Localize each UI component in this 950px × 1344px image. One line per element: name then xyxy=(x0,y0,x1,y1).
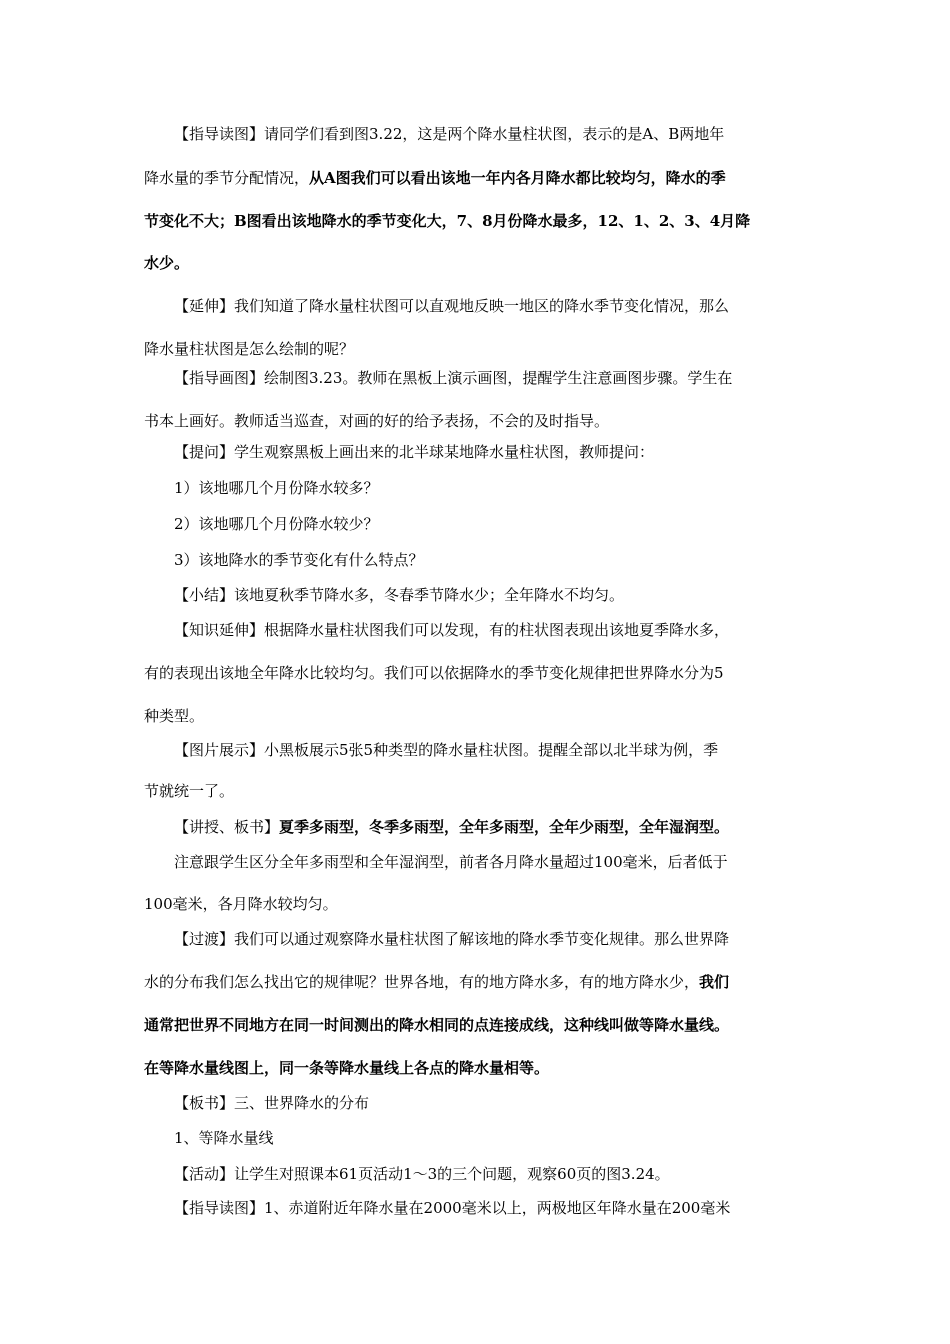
paragraph-line: 【过渡】我们可以通过观察降水量柱状图了解该地的降水季节变化规律。那么世界降 xyxy=(174,930,730,948)
paragraph-line: 100毫米，各月降水较均匀。 xyxy=(144,895,338,913)
paragraph-line: 书本上画好。教师适当巡查，对画的好的给予表扬，不会的及时指导。 xyxy=(144,412,610,430)
paragraph-line: 有的表现出该地全年降水比较均匀。我们可以依据降水的季节变化规律把世界降水分为5 xyxy=(144,664,724,682)
paragraph-line: 【指导画图】绘制图3.23。教师在黑板上演示画图，提醒学生注意画图步骤。学生在 xyxy=(174,369,733,387)
paragraph-line: 【指导读图】请同学们看到图3.22，这是两个降水量柱状图，表示的是A、B两地年 xyxy=(174,125,725,143)
paragraph-line: 种类型。 xyxy=(144,707,205,725)
paragraph-line: 节变化不大；B图看出该地降水的季节变化大，7、8月份降水最多，12、1、2、3、4月降 xyxy=(144,212,751,230)
paragraph-line: 【板书】三、世界降水的分布 xyxy=(174,1094,370,1112)
paragraph-line xyxy=(174,817,809,837)
paragraph-line: 节就统一了。 xyxy=(144,782,235,800)
paragraph-line: 【提问】学生观察黑板上画出来的北半球某地降水量柱状图，教师提问： xyxy=(174,443,655,461)
bold-text-run: 从A图我们可以看出该地一年内各月降水都比较均匀，降水的季 xyxy=(309,169,726,187)
paragraph-line: 【知识延伸】根据降水量柱状图我们可以发现，有的柱状图表现出该地夏季降水多， xyxy=(174,621,730,639)
text-run: 降水量的季节分配情况， xyxy=(144,169,310,187)
text-run: 【讲授、板书】 xyxy=(174,818,280,836)
paragraph-line: 在等降水量线图上，同一条等降水量线上各点的降水量相等。 xyxy=(144,1059,550,1077)
paragraph-line: 通常把世界不同地方在同一时间测出的降水相同的点连接成线，这种线叫做等降水量线。 xyxy=(144,1016,730,1034)
list-item: 1）该地哪几个月份降水较多？ xyxy=(174,479,379,497)
paragraph-line: 【延伸】我们知道了降水量柱状图可以直观地反映一地区的降水季节变化情况，那么 xyxy=(174,297,730,315)
list-item: 2）该地哪几个月份降水较少？ xyxy=(174,515,379,533)
paragraph-line: 【图片展示】小黑板展示5张5种类型的降水量柱状图。提醒全部以北半球为例，季 xyxy=(174,741,719,759)
paragraph-line: 水少。 xyxy=(144,254,190,272)
paragraph-line: 【活动】让学生对照课本61页活动1～3的三个问题，观察60页的图3.24。 xyxy=(174,1165,670,1183)
text-run: 水的分布我们怎么找出它的规律呢？世界各地，有的地方降水多，有的地方降水少， xyxy=(144,973,700,991)
paragraph-line xyxy=(144,168,809,188)
paragraph-line xyxy=(144,972,809,992)
list-item: 3）该地降水的季节变化有什么特点？ xyxy=(174,551,424,569)
bold-text-run: 夏季多雨型，冬季多雨型，全年多雨型，全年少雨型，全年湿润型。 xyxy=(279,818,730,836)
paragraph-line: 降水量柱状图是怎么绘制的呢？ xyxy=(144,340,355,358)
paragraph-line: 1、等降水量线 xyxy=(174,1129,274,1147)
bold-text-run: 我们 xyxy=(699,973,730,991)
paragraph-line: 注意跟学生区分全年多雨型和全年湿润型，前者各月降水量超过100毫米，后者低于 xyxy=(174,853,728,871)
paragraph-line: 【小结】该地夏秋季节降水多，冬春季节降水少；全年降水不均匀。 xyxy=(174,586,625,604)
paragraph-line: 【指导读图】1、赤道附近年降水量在2000毫米以上，两极地区年降水量在200毫米 xyxy=(174,1199,731,1217)
